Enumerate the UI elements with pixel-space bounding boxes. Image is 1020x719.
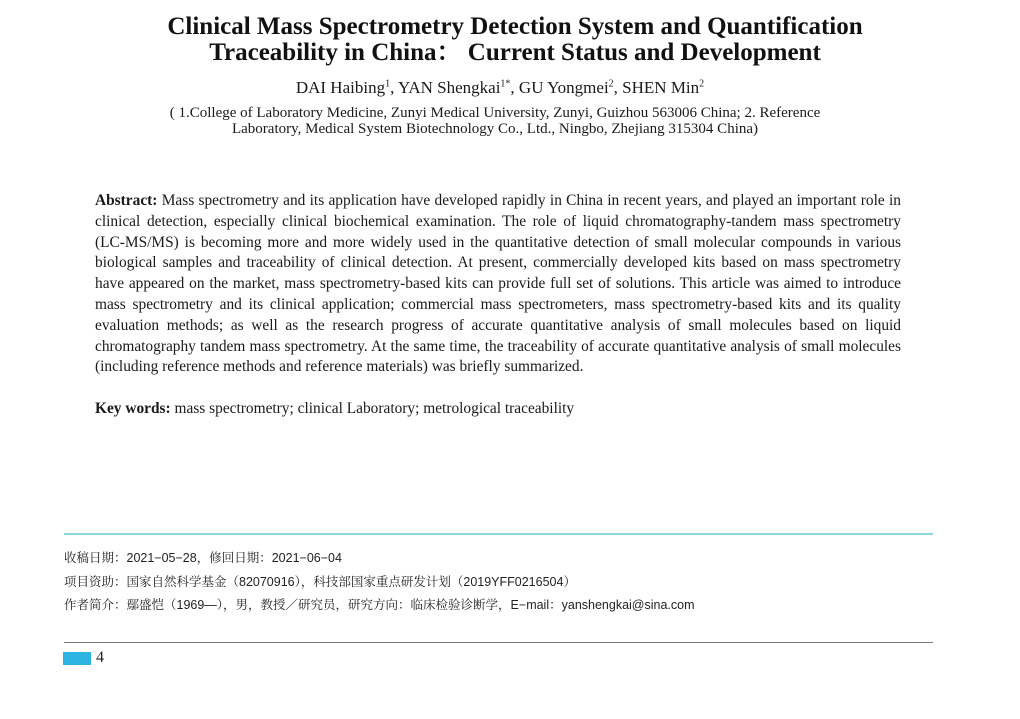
keywords-text: mass spectrometry; clinical Laboratory; metrological traceability bbox=[170, 400, 575, 417]
title-line-2: Traceability in China： Current Status and Development bbox=[209, 39, 821, 66]
author-mark: 2 bbox=[699, 78, 705, 90]
author-list bbox=[0, 78, 1000, 98]
page-marker-block bbox=[63, 652, 91, 665]
author-bio: 作者简介：鄢盛恺（1969—），男，教授／研究员，研究方向：临床检验诊断学，E−mail：yanshengkai@sina.com bbox=[64, 598, 695, 612]
footnote-divider bbox=[64, 533, 933, 535]
author-mark: 1 bbox=[385, 78, 391, 90]
author-separator: , bbox=[390, 78, 398, 97]
keywords-label: Key words: bbox=[95, 400, 171, 417]
author-name: DAI Haibing bbox=[295, 78, 386, 97]
abstract-label: Abstract: bbox=[95, 192, 158, 209]
footer-divider bbox=[64, 642, 933, 643]
page-number: 4 bbox=[96, 649, 104, 666]
author-name: GU Yongmei bbox=[518, 78, 609, 97]
abstract-text: Mass spectrometry and its application have developed rapidly in China in recent years, and played an important role in clinical detection, especially clinical biochemical examination. The role of liquid chromatography-tandem mass spectrometry (LC-MS/MS) is becoming more and more widely used in the quantitative detection of small molecular compounds in various biological samples and traceability of clinical detection. At present, commercially developed kits based on mass spectrometry have appeared on the market, mass spectrometry-based kits can provide full set of solutions. This article was aimed to introduce mass spectrometry and its clinical application; commercial mass spectrometers, mass spectrometry-based kits and its quality evaluation methods; as well as the research progress of accurate quantitative analysis of small molecules based on liquid chromatography tandem mass spectrometry. At the same time, the traceability of accurate quantitative analysis of small molecules (including reference methods and reference materials) was briefly summarized. bbox=[95, 192, 901, 376]
funding-note: 项目资助：国家自然科学基金（82070916），科技部国家重点研发计划（2019YFF0216504） bbox=[64, 574, 576, 589]
author-name: SHEN Min bbox=[622, 78, 700, 97]
paper-title bbox=[0, 14, 1020, 66]
abstract bbox=[95, 191, 901, 378]
author-separator: , bbox=[613, 78, 623, 97]
affiliation-line-2: Laboratory, Medical System Biotechnology Co., Ltd., Ningbo, Zhejiang 315304 China) bbox=[231, 121, 759, 137]
affiliation-line-1: ( 1.College of Laboratory Medicine, Zunyi Medical University, Zunyi, Guizhou 563006 China; 2. Reference bbox=[169, 105, 821, 121]
author-mark: 2 bbox=[608, 78, 614, 90]
keywords bbox=[95, 399, 901, 420]
title-line-1: Clinical Mass Spectrometry Detection System and Quantification bbox=[167, 13, 863, 40]
affiliations bbox=[0, 105, 990, 137]
author-name: YAN Shengkai bbox=[397, 78, 501, 97]
received-dates: 收稿日期：2021−05−28，修回日期：2021−06−04 bbox=[64, 551, 342, 565]
footnotes bbox=[64, 549, 944, 620]
author-mark: 1* bbox=[500, 78, 511, 90]
author-separator: , bbox=[510, 78, 519, 97]
